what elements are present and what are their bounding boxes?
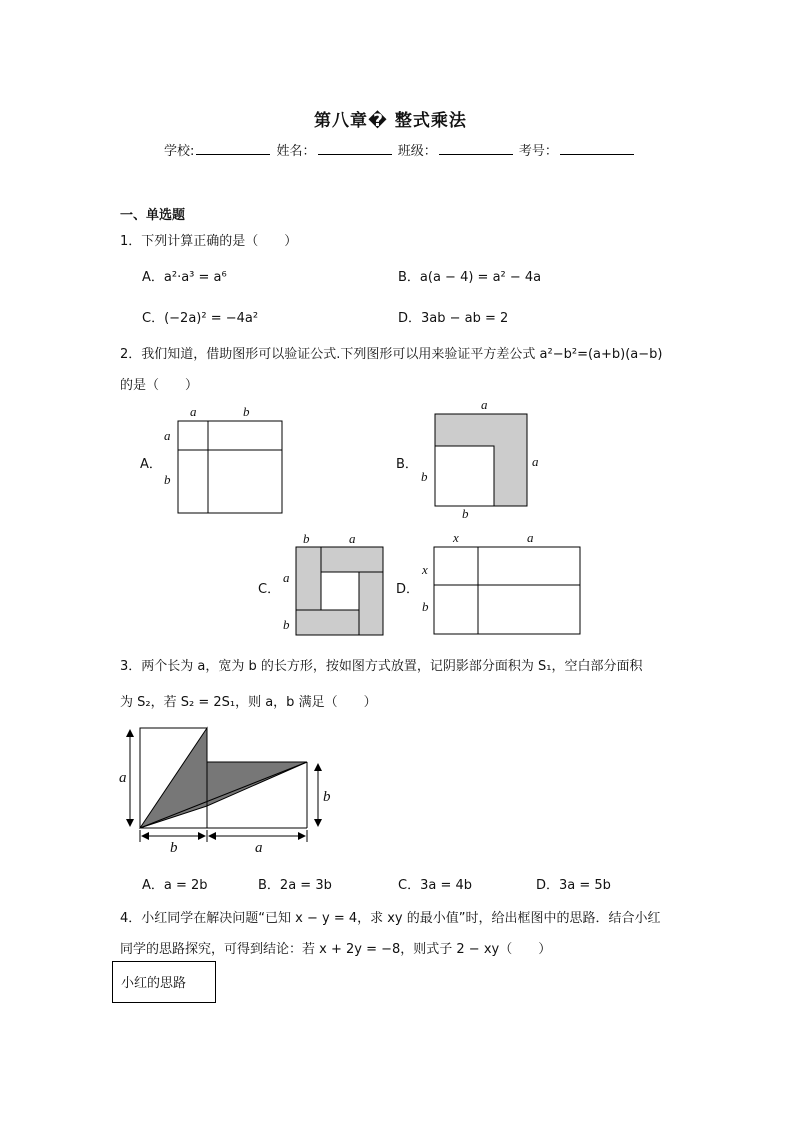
q1-stem: 1．下列计算正确的是（ ） [120, 234, 298, 249]
q3-label-b-right: b [323, 789, 331, 805]
q3-stem-line2: 为 S₂，若 S₂ = 2S₁，则 a，b 满足（ ） [120, 695, 377, 710]
q2c-label-a-left: a [283, 570, 290, 585]
q3-option-d: D．3a = 5b [536, 878, 611, 893]
q3-label-a-bottom: a [255, 840, 263, 856]
q2d-label-x-left: x [422, 562, 428, 577]
q2-option-b-letter: B． [396, 457, 418, 472]
q3-option-c: C．3a = 4b [398, 878, 472, 893]
q1-option-b: B．a(a − 4) = a² − 4a [398, 270, 542, 285]
q2-stem-line2: 的是（ ） [120, 378, 199, 393]
q3-label-b-bottom: b [170, 840, 178, 856]
q1-option-c: C．(−2a)² = −4a² [142, 311, 259, 326]
q3-option-a: A．a = 2b [142, 878, 208, 893]
q1-option-d: D．3ab − ab = 2 [398, 311, 509, 326]
q2-option-a-letter: A． [140, 457, 162, 472]
q2-option-d-letter: D． [396, 582, 420, 597]
q3-label-a-left: a [119, 770, 127, 786]
q4-stem-line1: 4．小红同学在解决问题“已知 x − y = 4，求 xy 的最小值”时，给出框图中的思路．结合小红 [120, 911, 661, 926]
section-title: 一、单选题 [120, 208, 186, 223]
q2d-label-b-left: b [422, 599, 429, 614]
q2c-label-b-left: b [283, 617, 290, 632]
q1-option-a: A．a²·a³ = a⁶ [142, 270, 227, 285]
q2b-label-b-left: b [421, 469, 428, 484]
q4-idea-box [112, 961, 216, 1003]
q3-option-b: B．2a = 3b [258, 878, 332, 893]
q2-stem-line1: 2．我们知道，借助图形可以验证公式.下列图形可以用来验证平方差公式 a²−b²=(a+b)(a−b) [120, 347, 663, 362]
q2a-label-b-top: b [243, 404, 250, 419]
q2a-label-b-left: b [164, 472, 171, 487]
q2b-label-a-right: a [532, 454, 539, 469]
q2d-label-a-top: a [527, 530, 534, 545]
q2b-label-a-top: a [481, 397, 488, 412]
q2d-label-x-top: x [453, 530, 459, 545]
q2b-label-b-bottom: b [462, 506, 469, 521]
q2-option-c-letter: C． [258, 582, 281, 597]
q2c-label-b-top: b [303, 531, 310, 546]
id-label: 考号： [518, 144, 558, 159]
q4-idea-box-title: 小红的思路 [121, 976, 187, 991]
q2a-label-a-top: a [190, 404, 197, 419]
q2c-label-a-top: a [349, 531, 356, 546]
q4-stem-line2: 同学的思路探究，可得到结论：若 x + 2y = −8，则式子 2 − xy（ ） [120, 942, 552, 957]
name-label: 姓名： [276, 144, 316, 159]
page-title: 第八章� 整式乘法 [314, 111, 467, 131]
class-label: 班级： [397, 144, 437, 159]
q3-stem-line1: 3．两个长为 a，宽为 b 的长方形，按如图方式放置，记阴影部分面积为 S₁，空白部分面积 [120, 659, 643, 674]
q2a-label-a-left: a [164, 428, 171, 443]
school-label: 学校: [164, 144, 195, 159]
